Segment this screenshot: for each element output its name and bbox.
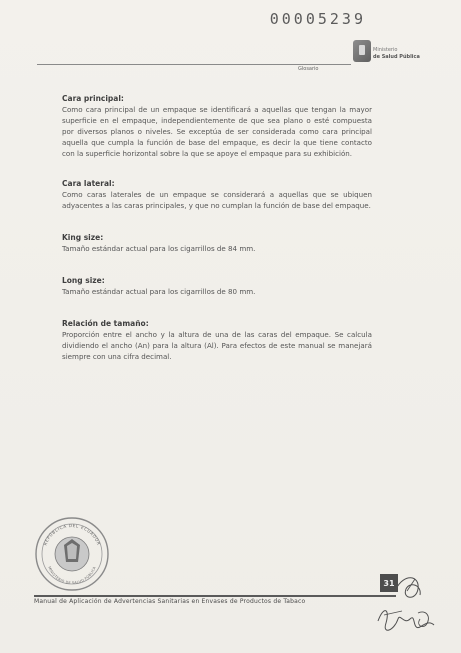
footer-divider: [34, 595, 396, 597]
glossary-entry-king-size: [62, 233, 372, 254]
page-number-badge: 31: [380, 574, 398, 592]
glossary-entry-relacion-de-tamano: [62, 319, 372, 362]
glossary-term: Long size:: [62, 276, 105, 285]
ministry-emblem-icon: [353, 40, 371, 62]
glossary-definition: Tamaño estándar actual para los cigarrillos de 80 mm.: [62, 287, 256, 296]
document-stamp-number: 00005239: [269, 10, 366, 28]
glossary-definition: Como cara principal de un empaque se identificará a aquellas que tengan la mayor superficie en el empaque, independientemente de que sea plano o esté compuesta por diversos planos o niveles. Se exceptúa de ser considerada como cara principal aquella que cumpla la función de base del empaque, es decir la que tiene contacto con la superficie horizontal sobre la que se apoye el empaque para su exhibición.: [62, 105, 372, 158]
ministry-logo: [353, 40, 423, 68]
glossary-term: Cara principal:: [62, 94, 124, 103]
footer-title: Manual de Aplicación de Advertencias Sanitarias en Envases de Productos de Tabaco: [34, 598, 306, 605]
glossary-term: Cara lateral:: [62, 179, 115, 188]
glossary-content: [62, 94, 372, 380]
glossary-entry-long-size: [62, 276, 372, 297]
glossary-definition: Como caras laterales de un empaque se considerará a aquellas que se ubiquen adyacentes a las caras principales, y que no cumplan la función de base del empaque.: [62, 190, 372, 210]
ministry-name-line2: de Salud Pública: [373, 54, 420, 60]
glossary-entry-cara-lateral: [62, 179, 372, 211]
glossary-term: Relación de tamaño:: [62, 319, 149, 328]
glossary-entry-cara-principal: [62, 94, 372, 159]
seal-text-bottom: MINISTERIO DE SALUD PÚBLICA: [47, 565, 97, 586]
seal-text-top: REPÚBLICA DEL ECUADOR: [42, 522, 102, 547]
handwritten-signature: [360, 565, 445, 650]
section-label: Glosario: [298, 66, 319, 72]
glossary-term: King size:: [62, 233, 104, 242]
ministry-name-line1: Ministerio: [373, 47, 398, 53]
official-seal-stamp: [33, 515, 111, 593]
header-divider: [37, 64, 351, 65]
glossary-definition: Tamaño estándar actual para los cigarrillos de 84 mm.: [62, 244, 256, 253]
glossary-definition: Proporción entre el ancho y la altura de una de las caras del empaque. Se calcula dividiendo el ancho (An) para la altura (Al). Para efectos de este manual se manejará siempre con una cifra decimal.: [62, 330, 372, 361]
